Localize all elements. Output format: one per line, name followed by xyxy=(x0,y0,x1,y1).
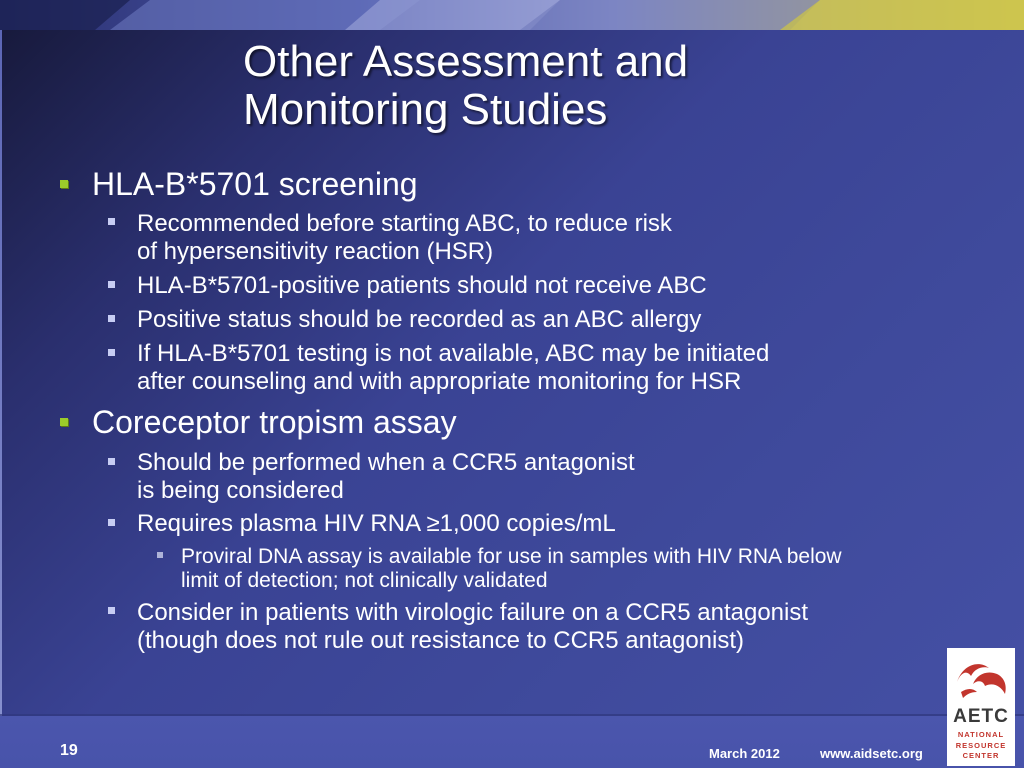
level2-bullet-icon xyxy=(108,349,115,356)
subbullet-text xyxy=(137,306,701,334)
aetc-logo-mark-icon xyxy=(953,654,1009,704)
level2-bullet-icon xyxy=(108,607,115,614)
level2-bullet-icon xyxy=(108,281,115,288)
level1-bullet-icon xyxy=(60,180,68,188)
slide-title-line: Monitoring Studies xyxy=(243,85,608,134)
subbullet-text-line: HLA-B*5701-positive patients should not receive ABC xyxy=(137,272,707,299)
logo-subtitle xyxy=(947,730,1015,762)
bullet-text-line: HLA-B*5701 screening xyxy=(92,166,418,202)
subbullet-text-line: Consider in patients with virologic failure on a CCR5 antagonist xyxy=(137,599,809,626)
logo-subtitle-line: CENTER xyxy=(962,751,1000,760)
subbullet-text xyxy=(137,340,769,396)
subbullet-text-line: Positive status should be recorded as an ABC allergy xyxy=(137,306,702,333)
level1-bullet-icon xyxy=(60,418,68,426)
level3-bullet-icon xyxy=(157,552,163,558)
subbullet-text xyxy=(137,272,707,300)
subbullet-text xyxy=(137,210,672,266)
logo-subtitle-line: RESOURCE xyxy=(955,740,1007,750)
level2-bullet-icon xyxy=(108,218,115,225)
subsubbullet-text-line: limit of detection; not clinically validated xyxy=(181,569,548,592)
subbullet-text-line: is being considered xyxy=(137,477,344,504)
bullet-text-line: Coreceptor tropism assay xyxy=(92,404,457,440)
subbullet-text xyxy=(137,599,808,655)
slide-title-line: Other Assessment and xyxy=(243,37,689,86)
subbullet-text xyxy=(137,449,635,505)
bullet-text xyxy=(92,167,418,201)
footer-url: www.aidsetc.org xyxy=(820,746,923,761)
slide-title xyxy=(243,38,883,134)
subbullet-text xyxy=(137,510,616,538)
footer-date: March 2012 xyxy=(709,746,780,761)
subsubbullet-text-line: Proviral DNA assay is available for use in samples with HIV RNA below xyxy=(181,545,842,568)
bullet-text xyxy=(92,405,457,439)
subsubbullet-text xyxy=(181,545,842,593)
slide-number: 19 xyxy=(60,742,78,759)
slide-left-edge xyxy=(0,0,2,768)
aetc-logo xyxy=(947,648,1015,766)
level2-bullet-icon xyxy=(108,315,115,322)
subbullet-text-line: Should be performed when a CCR5 antagonist xyxy=(137,449,635,476)
subbullet-text-line: of hypersensitivity reaction (HSR) xyxy=(137,238,494,265)
subbullet-text-line: after counseling and with appropriate monitoring for HSR xyxy=(137,368,742,395)
level2-bullet-icon xyxy=(108,519,115,526)
top-decorative-band xyxy=(0,0,1024,30)
subbullet-text-line: If HLA-B*5701 testing is not available, ABC may be initiated xyxy=(137,340,770,367)
subbullet-text-line: Requires plasma HIV RNA ≥1,000 copies/mL xyxy=(137,510,616,537)
level2-bullet-icon xyxy=(108,458,115,465)
logo-name: AETC xyxy=(953,706,1009,727)
top-band-graphic xyxy=(0,0,1024,30)
subbullet-text-line: Recommended before starting ABC, to reduce risk xyxy=(137,210,672,237)
subbullet-text-line: (though does not rule out resistance to CCR5 antagonist) xyxy=(137,627,745,654)
logo-subtitle-line: NATIONAL xyxy=(957,730,1005,739)
